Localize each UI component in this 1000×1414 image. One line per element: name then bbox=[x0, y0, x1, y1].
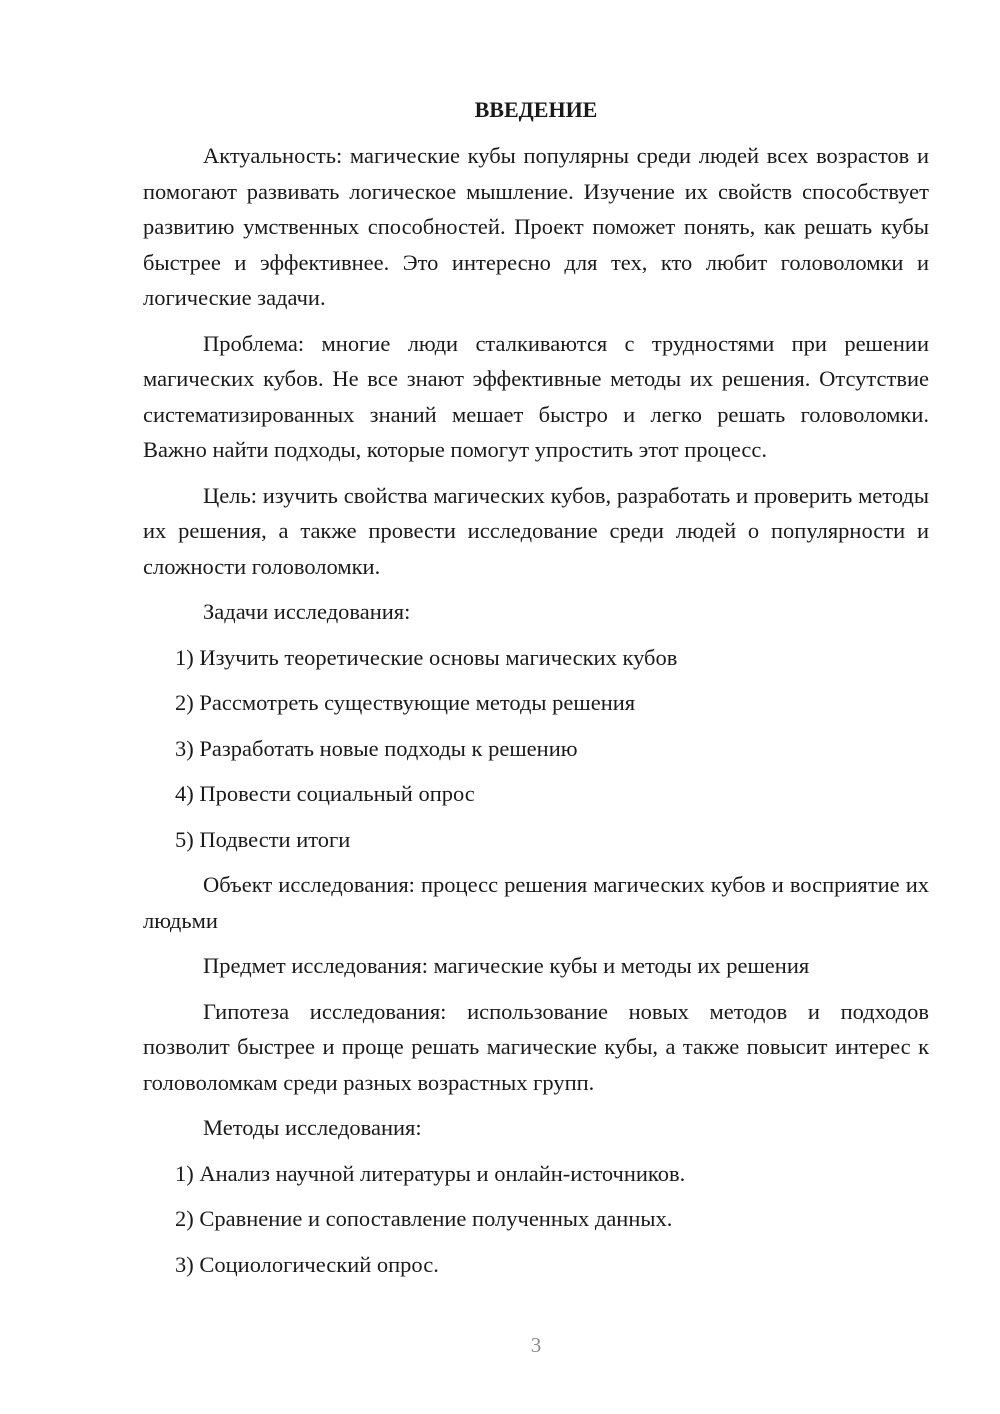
subject-paragraph: Предмет исследования: магические кубы и методы их решения bbox=[203, 953, 810, 978]
methods-label: Методы исследования: bbox=[203, 1115, 422, 1140]
tasks-list bbox=[143, 640, 929, 858]
goal-paragraph: Цель: изучить свойства магических кубов, разработать и проверить методы их решения, а также провести исследование среди людей о популярности и сложности головоломки. bbox=[143, 482, 929, 579]
list-item: 2) Сравнение и сопоставление полученных данных. bbox=[175, 1206, 673, 1231]
page-number: 3 bbox=[530, 1333, 542, 1357]
document-page bbox=[143, 90, 929, 1292]
relevance-paragraph: Актуальность: магические кубы популярны среди людей всех возрастов и помогают развивать логическое мышление. Изучение их свойств способствует развитию умственных способностей. Проект поможет понять, как решать кубы быстрее и эффективнее. Это интересно для тех, кто любит головоломки и логические задачи. bbox=[143, 143, 929, 310]
page-title: ВВЕДЕНИЕ bbox=[474, 97, 598, 122]
list-item: 3) Разработать новые подходы к решению bbox=[175, 735, 578, 761]
object-paragraph: Объект исследования: процесс решения магических кубов и восприятие их людьми bbox=[143, 872, 929, 933]
problem-paragraph: Проблема: многие люди сталкиваются с трудностями при решении магических кубов. Не все знают эффективные методы их решения. Отсутствие систематизированных знаний мешает быстро и легко решать головоломки. Важно найти подходы, которые помогут упростить этот процесс. bbox=[143, 330, 929, 462]
tasks-label: Задачи исследования: bbox=[203, 599, 411, 624]
methods-list bbox=[143, 1156, 929, 1283]
list-item: 4) Провести социальный опрос bbox=[175, 781, 475, 806]
hypothesis-paragraph: Гипотеза исследования: использование новых методов и подходов позволит быстрее и проще решать магические кубы, а также повысит интерес к головоломкам среди разных возрастных групп. bbox=[143, 998, 929, 1095]
list-item: 5) Подвести итоги bbox=[175, 826, 351, 852]
list-item: 3) Социологический опрос. bbox=[175, 1251, 439, 1277]
list-item: 2) Рассмотреть существующие методы решения bbox=[175, 690, 636, 715]
list-item: 1) Изучить теоретические основы магических кубов bbox=[175, 644, 678, 670]
list-item: 1) Анализ научной литературы и онлайн-источников. bbox=[175, 1160, 686, 1186]
